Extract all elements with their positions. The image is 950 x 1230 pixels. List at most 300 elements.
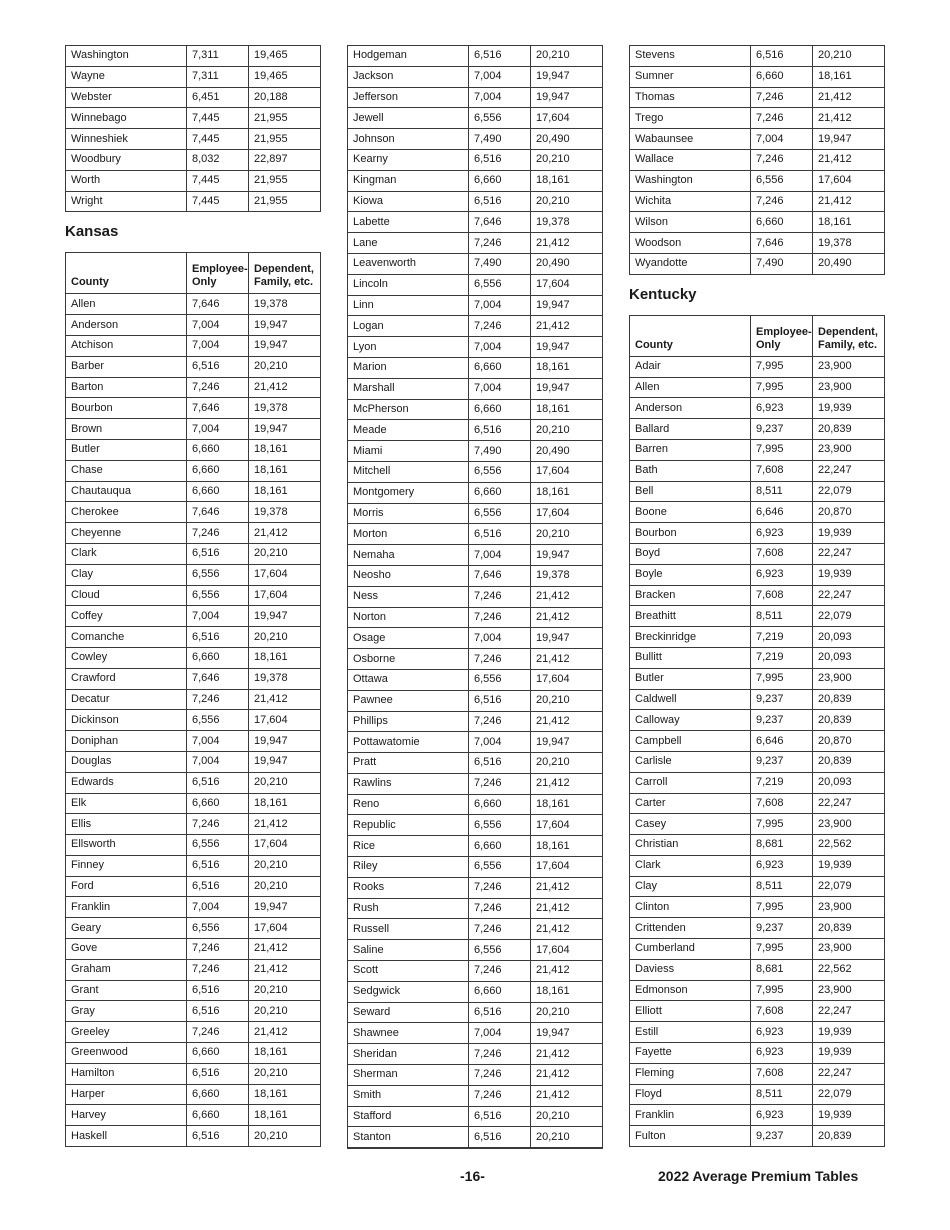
dependent-family-value: 20,188 [249,87,321,108]
table-row [66,439,321,460]
dependent-family-value: 17,604 [531,274,603,295]
employee-only-value: 6,660 [187,647,249,668]
dependent-family-value: 19,378 [531,212,603,233]
county-name: Bell [630,481,751,502]
employee-only-value: 7,646 [187,398,249,419]
dependent-family-value: 23,900 [813,439,885,460]
dependent-family-value: 22,079 [813,606,885,627]
table-row [348,649,603,670]
dependent-family-value: 18,161 [249,481,321,502]
employee-only-value: 7,246 [751,108,813,129]
employee-only-value: 8,511 [751,606,813,627]
table-header-row [66,253,321,294]
county-name: Rooks [348,877,469,898]
employee-only-value: 7,608 [751,793,813,814]
table-row [348,1085,603,1106]
county-name: Wabaunsee [630,129,751,150]
county-name: Jackson [348,66,469,87]
table-row [348,877,603,898]
dependent-family-value: 20,839 [813,419,885,440]
employee-only-value: 6,516 [187,855,249,876]
dependent-family-value: 20,839 [813,710,885,731]
table-row [348,212,603,233]
table-row [630,835,885,856]
county-name: Ness [348,586,469,607]
employee-only-value: 6,660 [469,482,531,503]
table-row [66,1126,321,1147]
county-name: Edwards [66,772,187,793]
employee-only-value: 6,660 [469,794,531,815]
employee-only-value: 8,511 [751,1084,813,1105]
table-row [348,815,603,836]
dependent-family-value: 19,947 [531,87,603,108]
dependent-family-value: 20,210 [249,980,321,1001]
premium-table [65,252,321,1147]
employee-only-value: 6,660 [187,1084,249,1105]
table-row [630,793,885,814]
table-row [630,523,885,544]
dependent-family-value: 20,093 [813,627,885,648]
dependent-family-value: 19,378 [249,398,321,419]
employee-only-value: 6,516 [187,1126,249,1147]
county-name: Gray [66,1001,187,1022]
county-name: Washington [66,46,187,67]
table-row [630,356,885,377]
table-row [348,295,603,316]
table-row [630,502,885,523]
table-row [66,772,321,793]
table-row [348,87,603,108]
dependent-family-value: 21,412 [249,689,321,710]
employee-only-value: 7,246 [469,649,531,670]
dependent-family-value: 22,247 [813,1063,885,1084]
table-row [66,87,321,108]
dependent-family-value: 23,900 [813,377,885,398]
county-name: Sumner [630,66,751,87]
dependent-family-value: 19,947 [249,731,321,752]
county-name: Wilson [630,212,751,233]
header-county: County [630,315,751,356]
employee-only-value: 6,556 [187,835,249,856]
table-row [630,1084,885,1105]
county-name: Fulton [630,1126,751,1147]
county-name: Doniphan [66,731,187,752]
dependent-family-value: 21,412 [249,939,321,960]
employee-only-value: 6,556 [187,564,249,585]
dependent-family-value: 17,604 [249,585,321,606]
table-row [66,793,321,814]
table-row [66,980,321,1001]
dependent-family-value: 22,562 [813,959,885,980]
employee-only-value: 7,995 [751,814,813,835]
county-name: Wayne [66,66,187,87]
dependent-family-value: 21,412 [531,711,603,732]
dependent-family-value: 20,839 [813,1126,885,1147]
county-name: Sedgwick [348,981,469,1002]
county-name: Harper [66,1084,187,1105]
dependent-family-value: 20,210 [249,772,321,793]
employee-only-value: 7,004 [469,66,531,87]
employee-only-value: 7,246 [469,877,531,898]
dependent-family-value: 21,412 [531,898,603,919]
dependent-family-value: 21,412 [531,586,603,607]
county-name: Seward [348,1002,469,1023]
table-row [630,689,885,710]
dependent-family-value: 18,161 [249,647,321,668]
employee-only-value: 7,004 [469,87,531,108]
county-name: Osage [348,628,469,649]
table-row [630,731,885,752]
dependent-family-value: 17,604 [531,857,603,878]
dependent-family-value: 19,465 [249,66,321,87]
dependent-family-value: 20,870 [813,731,885,752]
county-name: Allen [66,294,187,315]
employee-only-value: 6,646 [751,502,813,523]
table-row [66,108,321,129]
county-name: Lane [348,233,469,254]
employee-only-value: 6,923 [751,1043,813,1064]
dependent-family-value: 18,161 [249,1105,321,1126]
table-row [66,918,321,939]
table-row [348,524,603,545]
header-employee-only: Employee- Only [187,253,249,294]
employee-only-value: 6,660 [187,439,249,460]
county-name: Shawnee [348,1023,469,1044]
table-row [348,357,603,378]
table-row [66,481,321,502]
table-row [348,669,603,690]
employee-only-value: 6,923 [751,1105,813,1126]
dependent-family-value: 18,161 [531,836,603,857]
table-row [66,710,321,731]
table-row [66,1043,321,1064]
county-name: Phillips [348,711,469,732]
county-name: Allen [630,377,751,398]
dependent-family-value: 18,161 [813,66,885,87]
employee-only-value: 6,660 [469,357,531,378]
county-name: Stevens [630,46,751,67]
county-name: Kingman [348,170,469,191]
county-name: Anderson [630,398,751,419]
county-name: Chase [66,460,187,481]
dependent-family-value: 22,247 [813,460,885,481]
dependent-family-value: 18,161 [249,439,321,460]
employee-only-value: 7,246 [469,898,531,919]
county-name: Worth [66,170,187,191]
employee-only-value: 6,660 [751,212,813,233]
table-row [630,253,885,274]
dependent-family-value: 21,412 [531,649,603,670]
dependent-family-value: 19,939 [813,398,885,419]
table-row [348,836,603,857]
dependent-family-value: 23,900 [813,980,885,1001]
dependent-family-value: 22,247 [813,1001,885,1022]
table-row [630,149,885,170]
employee-only-value: 6,660 [187,481,249,502]
dependent-family-value: 20,490 [531,253,603,274]
county-name: Floyd [630,1084,751,1105]
table-row [630,419,885,440]
employee-only-value: 6,660 [187,460,249,481]
county-name: Johnson [348,129,469,150]
table-row [348,191,603,212]
dependent-family-value: 21,412 [531,773,603,794]
dependent-family-value: 19,378 [249,668,321,689]
table-row [348,66,603,87]
employee-only-value: 6,556 [187,710,249,731]
table-row [630,233,885,254]
dependent-family-value: 21,955 [249,170,321,191]
county-name: Webster [66,87,187,108]
dependent-family-value: 21,412 [249,377,321,398]
dependent-family-value: 21,412 [531,607,603,628]
table-row [630,1001,885,1022]
table-row [66,129,321,150]
county-name: Clay [630,876,751,897]
employee-only-value: 7,004 [469,628,531,649]
dependent-family-value: 21,412 [531,316,603,337]
county-name: Campbell [630,731,751,752]
table-row [348,919,603,940]
employee-only-value: 7,004 [187,897,249,918]
table-row [630,108,885,129]
dependent-family-value: 21,955 [249,108,321,129]
dependent-family-value: 22,079 [813,1084,885,1105]
employee-only-value: 7,246 [751,191,813,212]
table-row [348,940,603,961]
county-name: Winnebago [66,108,187,129]
county-name: Caldwell [630,689,751,710]
table-row [348,1044,603,1065]
page-number: -16- [460,1168,485,1184]
employee-only-value: 7,995 [751,897,813,918]
table-row [66,335,321,356]
table-header-row [630,315,885,356]
document-title: 2022 Average Premium Tables [658,1168,859,1184]
county-name: Finney [66,855,187,876]
employee-only-value: 6,516 [751,46,813,67]
county-name: Greenwood [66,1043,187,1064]
county-name: Crittenden [630,918,751,939]
dependent-family-value: 20,210 [813,46,885,67]
dependent-family-value: 17,604 [531,815,603,836]
employee-only-value: 6,646 [751,731,813,752]
county-name: Gove [66,939,187,960]
dependent-family-value: 20,210 [249,1063,321,1084]
county-name: Coffey [66,606,187,627]
dependent-family-value: 21,412 [531,233,603,254]
employee-only-value: 6,923 [751,564,813,585]
header-dependent-family: Dependent, Family, etc. [249,253,321,294]
employee-only-value: 7,445 [187,191,249,212]
table-row [66,689,321,710]
dependent-family-value: 21,412 [249,814,321,835]
county-name: Casey [630,814,751,835]
employee-only-value: 6,556 [469,669,531,690]
table-row [630,918,885,939]
dependent-family-value: 22,079 [813,876,885,897]
dependent-family-value: 21,412 [813,108,885,129]
table-row [630,170,885,191]
county-name: Barren [630,439,751,460]
employee-only-value: 6,516 [187,627,249,648]
column-3 [629,45,884,1147]
dependent-family-value: 17,604 [531,503,603,524]
table-row [348,420,603,441]
table-row [348,753,603,774]
county-name: Smith [348,1085,469,1106]
header-employee-only: Employee- Only [751,315,813,356]
county-name: Russell [348,919,469,940]
county-name: Ballard [630,419,751,440]
county-name: Cherokee [66,502,187,523]
county-name: Pottawatomie [348,732,469,753]
table-row [66,149,321,170]
county-name: Norton [348,607,469,628]
table-row [66,1084,321,1105]
table-row [348,961,603,982]
table-row [66,814,321,835]
dependent-family-value: 19,947 [531,295,603,316]
table-row [348,690,603,711]
county-name: Reno [348,794,469,815]
table-row [348,233,603,254]
employee-only-value: 7,445 [187,170,249,191]
employee-only-value: 7,004 [187,335,249,356]
dependent-family-value: 22,079 [813,481,885,502]
county-name: Washington [630,170,751,191]
table-row [630,751,885,772]
employee-only-value: 7,995 [751,377,813,398]
county-name: Pratt [348,753,469,774]
table-row [66,1105,321,1126]
dependent-family-value: 19,947 [531,337,603,358]
county-name: Anderson [66,315,187,336]
county-name: Meade [348,420,469,441]
employee-only-value: 6,516 [469,1002,531,1023]
table-row [66,543,321,564]
county-name: Bullitt [630,647,751,668]
dependent-family-value: 19,378 [813,233,885,254]
dependent-family-value: 20,093 [813,647,885,668]
dependent-family-value: 19,378 [531,565,603,586]
county-name: Thomas [630,87,751,108]
county-name: Carter [630,793,751,814]
dependent-family-value: 20,210 [249,627,321,648]
county-name: Bourbon [66,398,187,419]
county-name: Osborne [348,649,469,670]
employee-only-value: 7,004 [187,731,249,752]
table-row [66,377,321,398]
table-row [348,482,603,503]
employee-only-value: 9,237 [751,918,813,939]
employee-only-value: 6,516 [187,980,249,1001]
dependent-family-value: 19,947 [531,628,603,649]
table-row [348,628,603,649]
table-row [66,46,321,67]
county-name: Stanton [348,1127,469,1148]
county-name: Saline [348,940,469,961]
county-name: Stafford [348,1106,469,1127]
employee-only-value: 7,445 [187,129,249,150]
dependent-family-value: 21,412 [531,877,603,898]
employee-only-value: 7,490 [469,253,531,274]
header-dependent-family: Dependent, Family, etc. [813,315,885,356]
table-row [348,586,603,607]
table-row [630,876,885,897]
table-row [630,481,885,502]
dependent-family-value: 20,210 [249,855,321,876]
county-name: Clinton [630,897,751,918]
dependent-family-value: 19,947 [249,419,321,440]
employee-only-value: 6,923 [751,1022,813,1043]
table-row [630,87,885,108]
dependent-family-value: 18,161 [531,482,603,503]
employee-only-value: 6,923 [751,855,813,876]
employee-only-value: 7,490 [469,129,531,150]
dependent-family-value: 19,947 [249,335,321,356]
county-name: Daviess [630,959,751,980]
county-name: Riley [348,857,469,878]
table-row [348,441,603,462]
table-row [348,773,603,794]
employee-only-value: 8,681 [751,835,813,856]
employee-only-value: 7,608 [751,585,813,606]
employee-only-value: 7,004 [469,337,531,358]
county-name: Ottawa [348,669,469,690]
dependent-family-value: 19,947 [249,751,321,772]
county-name: Christian [630,835,751,856]
table-row [630,939,885,960]
employee-only-value: 6,556 [469,503,531,524]
employee-only-value: 7,246 [469,961,531,982]
dependent-family-value: 20,210 [531,1106,603,1127]
table-row [630,398,885,419]
county-name: Republic [348,815,469,836]
employee-only-value: 7,004 [187,606,249,627]
county-name: Douglas [66,751,187,772]
table-row [630,772,885,793]
county-name: Clay [66,564,187,585]
employee-only-value: 6,516 [469,420,531,441]
table-row [348,732,603,753]
dependent-family-value: 20,839 [813,751,885,772]
employee-only-value: 7,246 [751,149,813,170]
employee-only-value: 7,646 [751,233,813,254]
dependent-family-value: 19,939 [813,523,885,544]
dependent-family-value: 18,161 [531,794,603,815]
dependent-family-value: 21,412 [531,961,603,982]
dependent-family-value: 21,412 [531,1044,603,1065]
table-row [66,502,321,523]
dependent-family-value: 19,947 [531,378,603,399]
table-row [630,439,885,460]
employee-only-value: 7,004 [469,732,531,753]
employee-only-value: 7,311 [187,66,249,87]
dependent-family-value: 19,939 [813,1043,885,1064]
county-name: Breckinridge [630,627,751,648]
employee-only-value: 7,646 [187,294,249,315]
table-row [66,356,321,377]
table-row [348,46,603,67]
table-row [66,627,321,648]
county-name: Jefferson [348,87,469,108]
employee-only-value: 7,311 [187,46,249,67]
dependent-family-value: 19,939 [813,1105,885,1126]
employee-only-value: 6,516 [187,1063,249,1084]
dependent-family-value: 20,839 [813,918,885,939]
table-row [348,170,603,191]
